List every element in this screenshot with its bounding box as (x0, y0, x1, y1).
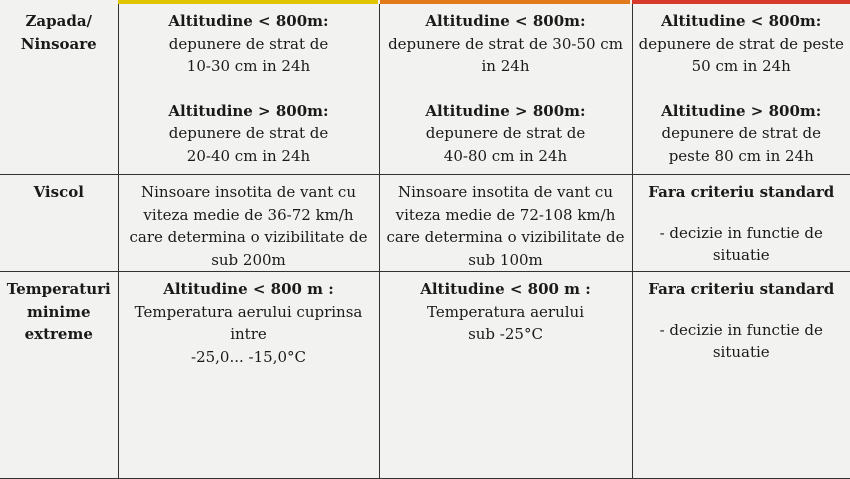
cell-snow-orange: Altitudine < 800m: depunere de strat de 30-50 cm in 24h Altitudine > 800m: depunere de strat de 40-80 cm in 24h (379, 4, 632, 175)
table-row-blizzard (0, 175, 850, 272)
cell-temp-red: Fara criteriu standard - decizie in functie de situatie (632, 272, 850, 479)
cell-blizzard-orange: Ninsoare insotita de vant cu viteza medie de 72-108 km/h care determina o vizibilitate de sub 100m (379, 175, 632, 272)
table-row-min-temperature (0, 272, 850, 479)
cell-temp-orange: Altitudine < 800 m : Temperatura aerului sub -25°C (379, 272, 632, 479)
cell-temp-yellow: Altitudine < 800 m : Temperatura aerului cuprinsa intre -25,0... -15,0°C (118, 272, 379, 479)
cell-blizzard-red: Fara criteriu standard - decizie in functie de situatie (632, 175, 850, 272)
row-header-blizzard: Viscol (0, 175, 118, 272)
criteria-table (0, 4, 850, 479)
table-row-snow (0, 4, 850, 175)
cell-snow-yellow: Altitudine < 800m: depunere de strat de 10-30 cm in 24h Altitudine > 800m: depunere de strat de 20-40 cm in 24h (118, 4, 379, 175)
row-header-snow: Zapada/ Ninsoare (0, 4, 118, 175)
row-header-min-temperature: Temperaturi minime extreme (0, 272, 118, 479)
cell-snow-red: Altitudine < 800m: depunere de strat de peste 50 cm in 24h Altitudine > 800m: depunere de strat de peste 80 cm in 24h (632, 4, 850, 175)
cell-blizzard-yellow: Ninsoare insotita de vant cu viteza medie de 36-72 km/h care determina o vizibilitate de sub 200m (118, 175, 379, 272)
